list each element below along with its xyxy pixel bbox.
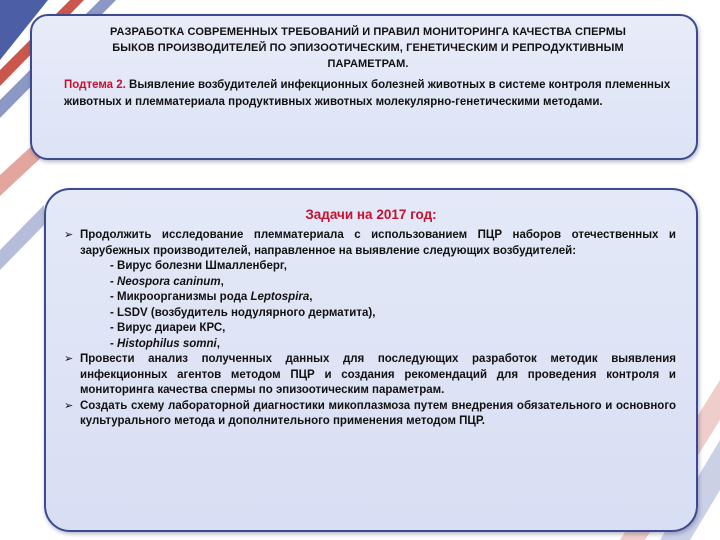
title-line-2: БЫКОВ ПРОИЗВОДИТЕЛЕЙ ПО ЭПИЗООТИЧЕСКИМ, ГЕНЕТИЧЕСКИМ И РЕПРОДУКТИВНЫМ	[112, 42, 624, 54]
page-title	[58, 24, 678, 72]
title-line-3: ПАРАМЕТРАМ.	[327, 58, 409, 70]
pathogen-item	[110, 275, 676, 291]
stripe-blue-left	[0, 205, 44, 270]
subtopic	[64, 77, 682, 111]
pathogen-prefix: -	[110, 275, 118, 288]
pathogen-name: Leptospira	[250, 291, 310, 303]
pathogen-item	[110, 321, 676, 337]
task-item-3	[64, 399, 676, 430]
pathogen-name: Histophilus somni	[117, 337, 217, 350]
arrow-bullet-icon: ➢	[64, 399, 74, 412]
pathogen-item	[110, 337, 676, 353]
task-2-text: Провести анализ полученных данных для последующих разработок методик выявления инфекционных агентов методом ПЦР и создания рекомендаций для проведения контроля и мониторинга качества спермы по эпизоотическим параметрам.	[80, 353, 676, 396]
subtopic-label: Подтема 2.	[64, 79, 126, 91]
pathogen-name: Neospora caninum	[117, 275, 221, 288]
task-3-text: Создать схему лабораторной диагностики микоплазмоза путем внедрения обязательного и основного культурального метода и дополнительного применения методом ПЦР.	[80, 399, 676, 427]
header-panel	[30, 14, 698, 160]
pathogen-suffix: ,	[220, 275, 224, 288]
task-list	[64, 228, 676, 430]
pathogen-prefix: - Микроорганизмы рода	[110, 291, 251, 303]
pathogen-suffix: ,	[309, 291, 313, 303]
arrow-bullet-icon: ➢	[64, 229, 74, 241]
task-item-1	[64, 228, 676, 259]
tasks-title: Задачи на 2017 год:	[305, 207, 437, 222]
arrow-bullet-icon: ➢	[64, 353, 74, 365]
pathogen-name: Вирус болезни Шмалленберг,	[117, 260, 287, 272]
pathogen-prefix: -	[110, 260, 118, 272]
pathogen-prefix: -	[110, 306, 118, 319]
task-item-2	[64, 352, 676, 399]
task-1-text: Продолжить исследование племматериала с использованием ПЦР наборов отечественных и зарубежных производителей, направленное на выявление следующих возбудителей:	[80, 229, 676, 257]
pathogen-prefix: -	[110, 322, 118, 334]
tasks-panel	[44, 188, 698, 532]
pathogen-name: LSDV (возбудитель нодулярного дерматита),	[117, 306, 376, 319]
pathogen-item	[110, 290, 676, 306]
pathogen-prefix: -	[110, 337, 118, 350]
pathogen-item	[110, 306, 676, 322]
title-line-1: РАЗРАБОТКА СОВРЕМЕННЫХ ТРЕБОВАНИЙ И ПРАВИЛ МОНИТОРИНГА КАЧЕСТВА СПЕРМЫ	[110, 26, 626, 38]
pathogen-list	[64, 259, 676, 352]
pathogen-item	[110, 259, 676, 275]
subtopic-text: Выявление возбудителей инфекционных болезней животных в системе контроля племенных животных и племматериала продуктивных животных молекулярно-генетическими методами.	[64, 79, 671, 108]
pathogen-name: Вирус диареи КРС,	[117, 322, 226, 334]
pathogen-suffix: ,	[216, 337, 220, 350]
